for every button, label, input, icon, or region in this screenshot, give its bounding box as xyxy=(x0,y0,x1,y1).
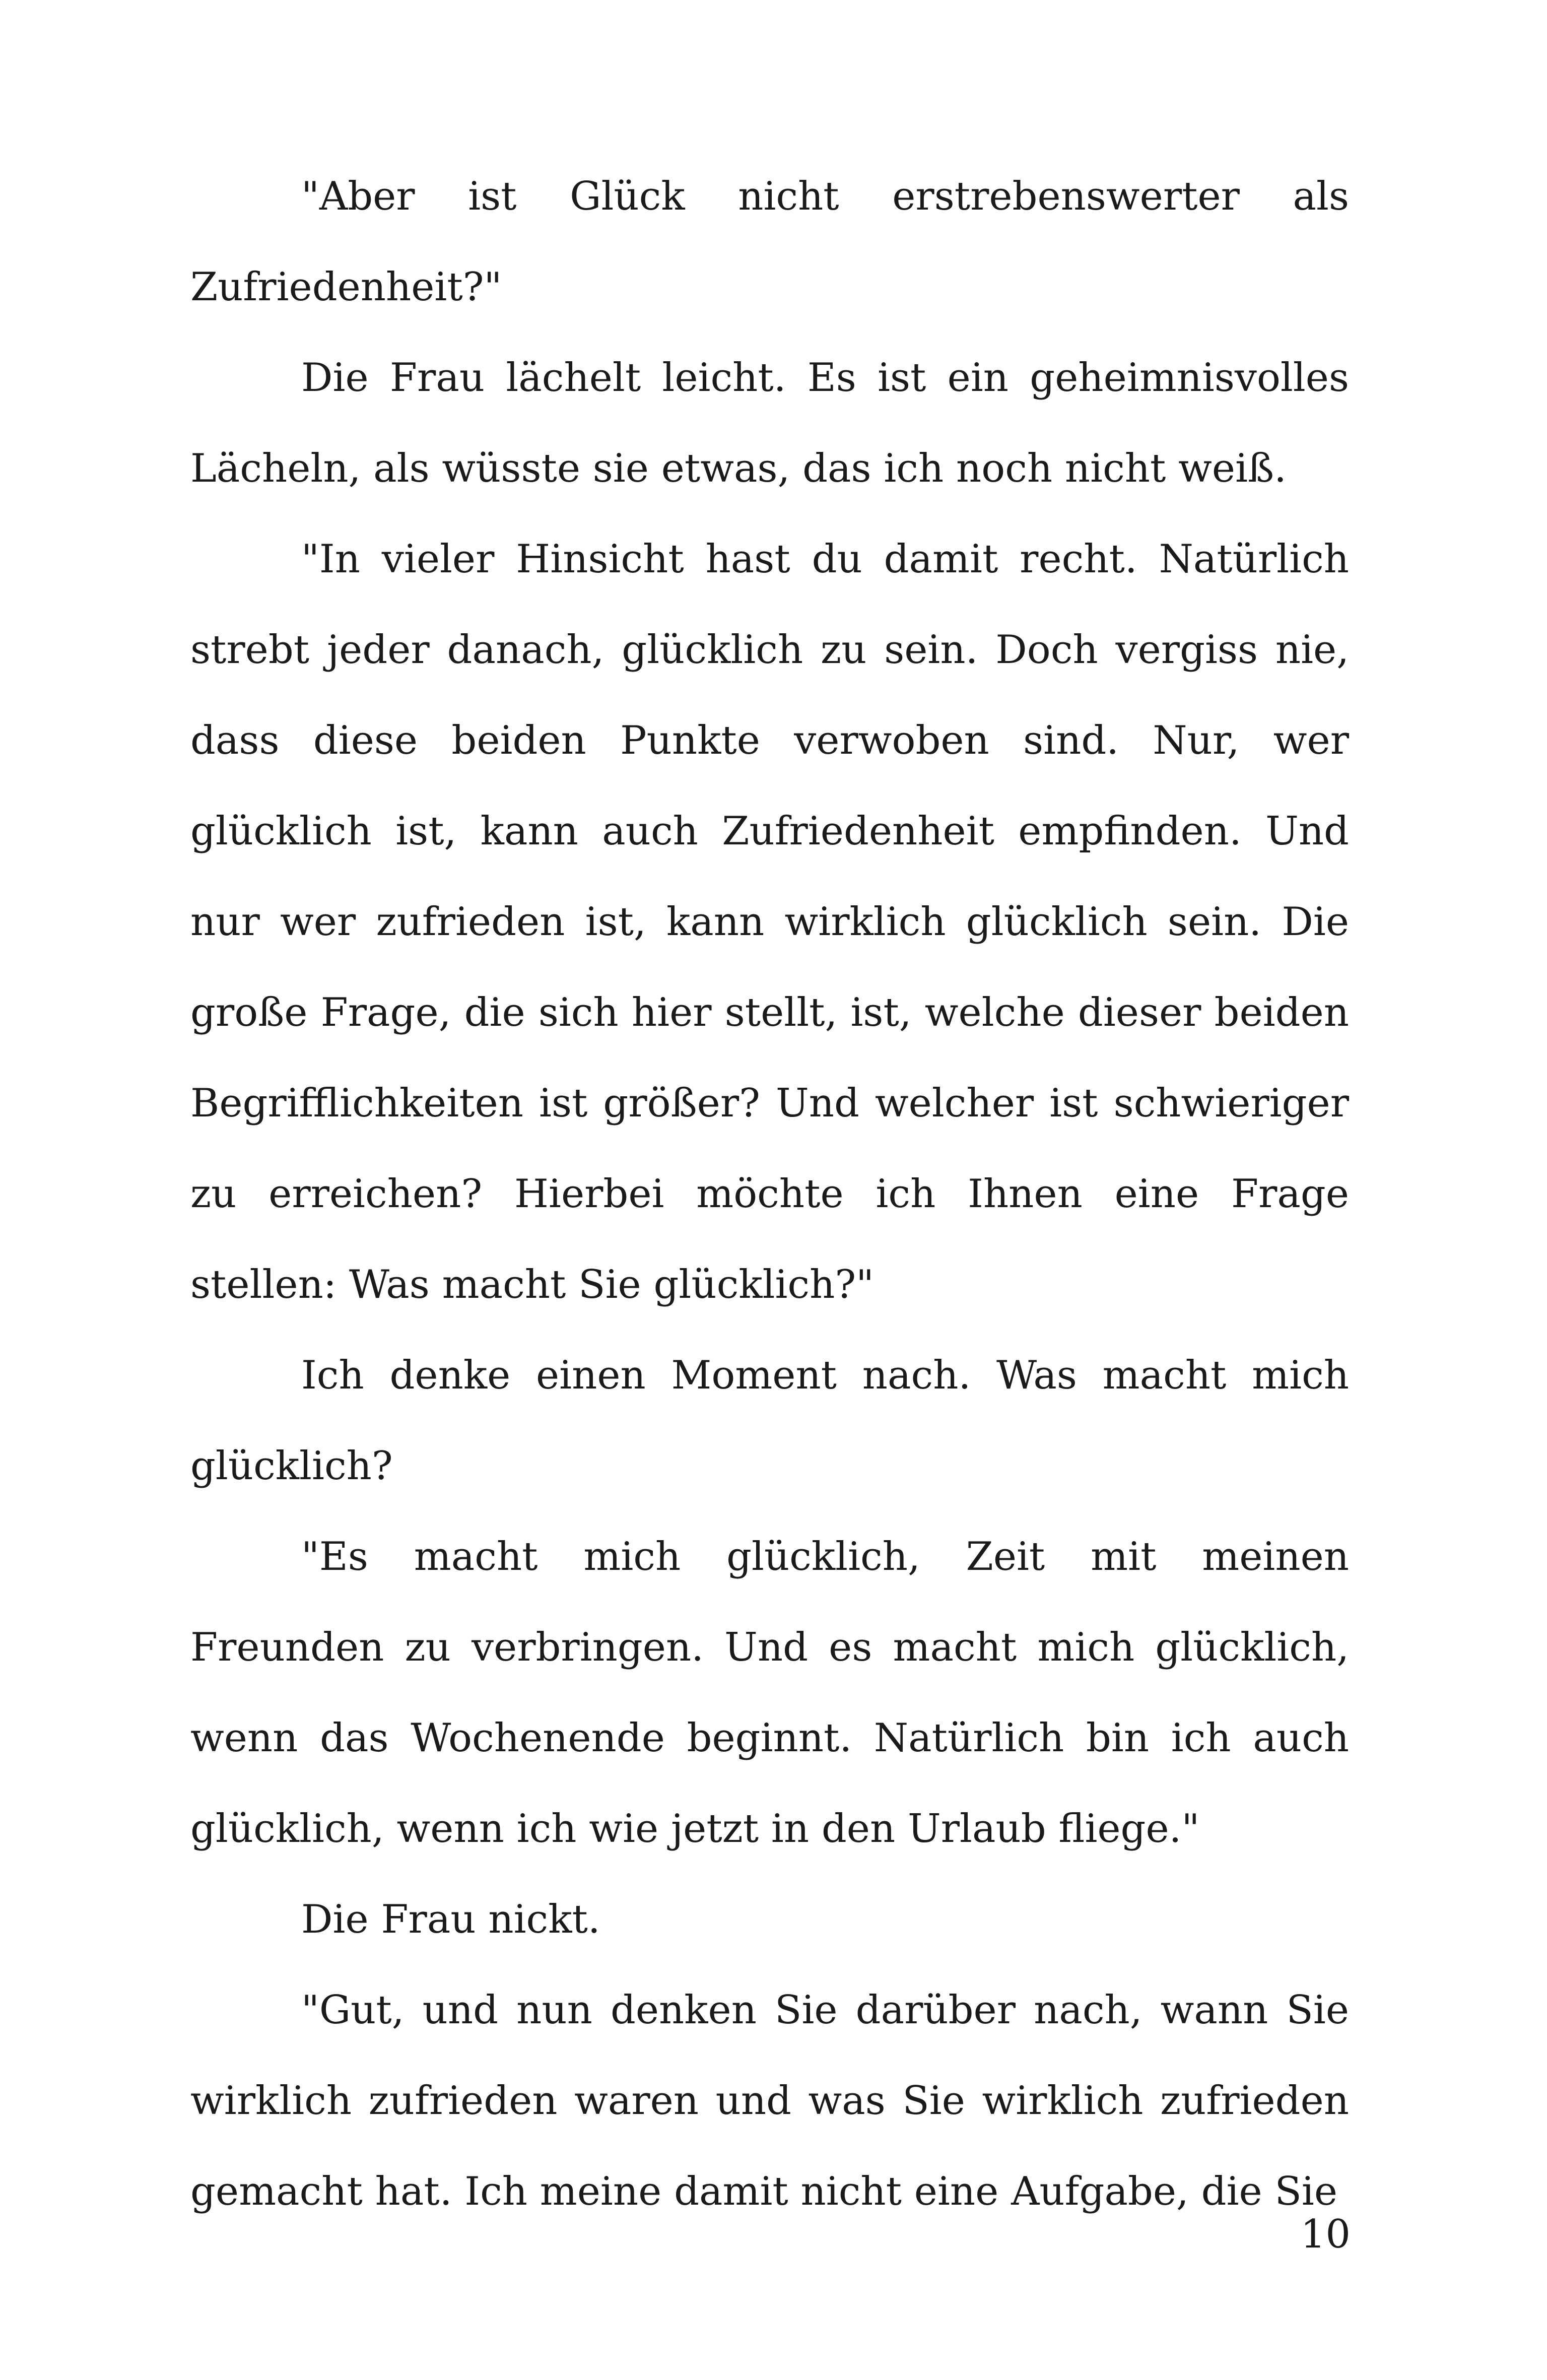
paragraph: Die Frau lächelt leicht. Es ist ein geheimnisvolles Lächeln, als wüsste sie etwas, das ich noch nicht weiß. xyxy=(190,355,1349,491)
paragraph: Die Frau nickt. xyxy=(301,1897,600,1942)
paragraph: "Es macht mich glücklich, Zeit mit meinen Freunden zu verbringen. Und es macht mich glücklich, wenn das Wochenende beginnt. Natürlich bin ich auch glücklich, wenn ich wie jetzt in den Urlaub fliege." xyxy=(190,1534,1349,1852)
body-text xyxy=(190,151,1349,2237)
paragraph: "In vieler Hinsicht hast du damit recht. Natürlich strebt jeder danach, glücklich zu sein. Doch vergiss nie, dass diese beiden Punkte verwoben sind. Nur, wer glücklich ist, kann auch Zufriedenheit empfinden. Und nur wer zufrieden ist, kann wirklich glücklich sein. Die große Frage, die sich hier stellt, ist, welche dieser beiden Begrifflichkeiten ist größer? Und welcher ist schwieriger zu erreichen? Hierbei möchte ich Ihnen eine Frage stellen: Was macht Sie glücklich?" xyxy=(190,537,1349,1307)
paragraph: "Gut, und nun denken Sie darüber nach, wann Sie wirklich zufrieden waren und was Sie wirklich zufrieden gemacht hat. Ich meine damit nicht eine Aufgabe, die Sie xyxy=(190,1988,1349,2214)
page-number: 10 xyxy=(1300,2212,1351,2257)
paragraph: Ich denke einen Moment nach. Was macht mich glücklich? xyxy=(190,1353,1349,1489)
paragraph: "Aber ist Glück nicht erstrebenswerter als Zufriedenheit?" xyxy=(190,174,1349,310)
